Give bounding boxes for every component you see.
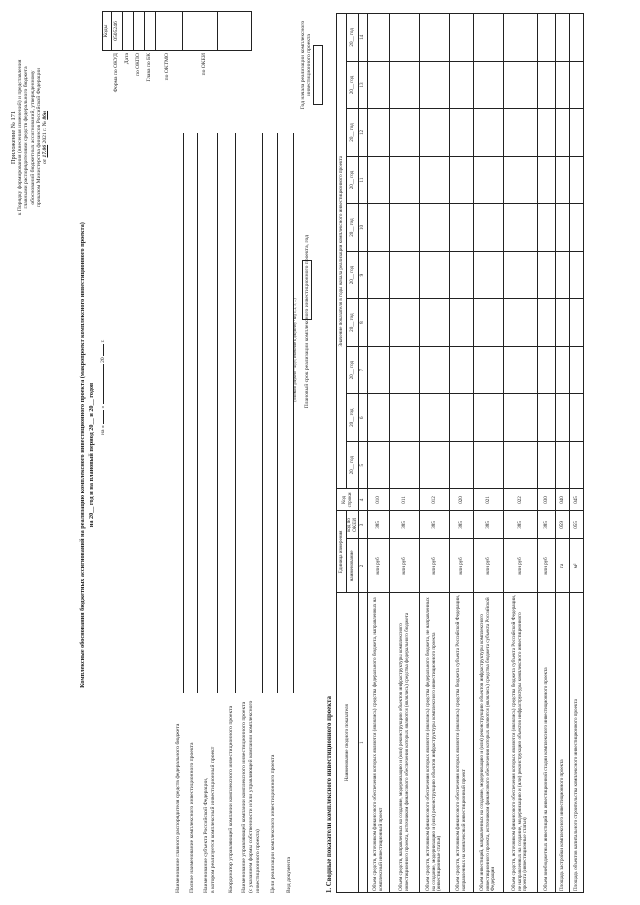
annex-date-prefix: от [42,158,49,165]
date-month-blank[interactable] [103,364,104,404]
column-numbers-row [359,14,368,893]
okud-value: 0505246 [113,21,119,41]
field-managing-company-2: (с указанием формы собственности и/или управляющей компании комплексного [248,700,254,893]
section-title: 1. Сводные показатели комплексного инвестиционного проекта [326,696,333,893]
row-code: 040 [556,489,570,511]
row-name: Объем средств, источником финансового обеспечения которых являются (являлись) средства федерального бюджета, не направленных на создание, модернизацию и (или) реконструкцию объектов инфраструктуры комплексного инвестиционного проекта (инвестиционные статьи) [420,593,450,893]
row-value-cell[interactable] [390,346,420,394]
annex-line-3: обоснований бюджетных ассигнований, утвержденному [29,70,36,205]
th-year-10: 20__ год [347,14,359,62]
field-project-name: Полное наименование комплексного инвестиционного проекта [189,742,195,893]
row-value-cell[interactable] [450,156,474,204]
table-row [368,14,390,893]
annex-number: Приложение № 171 [10,110,17,165]
table-row [474,14,504,893]
row-value-cell[interactable] [538,109,556,157]
row-value-cell[interactable] [450,251,474,299]
start-year-label [300,5,313,125]
field-managing-company-3: инвестиционного проекта) [255,829,261,893]
table-row [538,14,556,893]
annex-num-prefix: № [42,121,49,127]
okei-label: по ОКЕИ [201,53,207,76]
row-value-cell[interactable] [538,346,556,394]
row-value-cell[interactable] [474,299,504,347]
glava-label: Глава по БК [146,53,152,82]
okud-label: Форма по ОКУД [113,53,119,93]
row-value-cell[interactable] [570,14,584,62]
col-num-10: 10 [359,204,368,252]
row-code: 010 [368,489,390,511]
th-year-2: 20__ год [347,394,359,442]
row-value-cell[interactable] [538,251,556,299]
th-row-code-1: Код [341,495,347,505]
row-value-cell[interactable] [450,299,474,347]
row-value-cell[interactable] [538,394,556,442]
field-region-name-2: в котором реализуется комплексный инвестиционный проект [210,746,216,893]
row-name: Объем инвестиций, направленных на создание, модернизацию и (или) реконструкцию объектов инфраструктуры комплексного инвестиционного проекта, источником финансового обеспечения которых являются (являлись) средства бюджета субъекта Российской Федерации [474,593,504,893]
row-value-cell[interactable] [420,251,450,299]
row-value-cell[interactable] [556,346,570,394]
annex-date-line [42,10,48,265]
row-value-cell[interactable] [450,204,474,252]
row-code: 045 [570,489,584,511]
th-values: Значение показателя в годы начала реализации комплексного инвестиционного проекта [337,14,347,489]
th-unit-code: код по ОКЕИ [347,511,359,539]
annex-line-4: приказом Министерства финансов Российской Федерации [35,67,42,208]
col-num-4: 4 [359,489,368,511]
row-value-cell[interactable] [538,14,556,62]
table-row [450,14,474,893]
annex-num-value: 86н [42,110,49,120]
row-value-cell[interactable] [368,299,390,347]
row-value-cell[interactable] [390,251,420,299]
row-value-cell[interactable] [420,204,450,252]
row-okei: 385 [538,511,556,539]
col-num-9: 9 [359,251,368,299]
start-year-box[interactable] [313,45,323,105]
col-num-8: 8 [359,299,368,347]
date-quote-open: « [100,425,106,429]
row-okei: 055 [570,511,584,539]
row-value-cell[interactable] [556,156,570,204]
row-value-cell[interactable] [450,394,474,442]
row-code: 021 [474,489,504,511]
row-code: 011 [390,489,420,511]
row-value-cell[interactable] [390,109,420,157]
row-code: 022 [504,489,538,511]
row-unit: млн руб [390,539,420,593]
row-value-cell[interactable] [420,109,450,157]
document-subtitle: на 20__ год и на плановый период 20__ и 20__ годов [88,382,95,528]
doc-type-caption: (основной документ - код 0; изменение к документу - код 1, 2, 3, ...) [293,298,297,402]
field-coordinator: Координатор управляющей компании комплексного инвестиционного проекта [228,705,234,893]
row-value-cell[interactable] [390,299,420,347]
row-value-cell[interactable] [570,394,584,442]
table-row [556,14,570,893]
row-value-cell[interactable] [368,61,390,109]
col-num-11: 11 [359,156,368,204]
row-value-cell[interactable] [368,156,390,204]
row-value-cell[interactable] [504,441,538,489]
document-title: Комплексные обоснования бюджетных ассигнований на реализацию комплексного инвестиционного проекта (макропроект комплексного инвестиционного проекта) [79,222,86,688]
row-value-cell[interactable] [504,156,538,204]
field-project-goals: Цели реализации комплексного инвестиционного проекта [270,754,276,893]
row-okei: 385 [504,511,538,539]
row-value-cell[interactable] [570,299,584,347]
row-value-cell[interactable] [420,14,450,62]
row-value-cell[interactable] [570,109,584,157]
row-name: Объем внебюджетных инвестиций на инвестиционной стадии комплексного инвестиционного проекта [538,593,556,893]
row-value-cell[interactable] [474,251,504,299]
row-value-cell[interactable] [504,299,538,347]
field-glavny-rasporyaditel: Наименование главного распорядителя средств федерального бюджета [175,723,181,893]
row-value-cell[interactable] [450,346,474,394]
th-year-8: 20__ год [347,109,359,157]
row-value-cell[interactable] [570,251,584,299]
row-value-cell[interactable] [538,299,556,347]
row-value-cell[interactable] [556,251,570,299]
row-value-cell[interactable] [420,441,450,489]
row-unit: млн руб [474,539,504,593]
col-num-7: 7 [359,346,368,394]
row-unit: млн руб [420,539,450,593]
row-value-cell[interactable] [474,346,504,394]
row-value-cell[interactable] [368,346,390,394]
row-value-cell[interactable] [420,156,450,204]
row-value-cell[interactable] [474,394,504,442]
row-value-cell[interactable] [474,61,504,109]
date-year-blank[interactable] [103,344,104,356]
row-unit: млн руб [504,539,538,593]
row-value-cell[interactable] [368,394,390,442]
planned-term-box[interactable] [302,260,312,320]
date-year-suffix: г. [100,339,106,343]
row-okei: 385 [474,511,504,539]
th-year-9: 20__ год [347,61,359,109]
row-value-cell[interactable] [556,204,570,252]
row-name: Площадь застройки комплексного инвестиционного проекта [556,593,570,893]
th-year-5: 20__ год [347,251,359,299]
row-value-cell[interactable] [368,251,390,299]
date-label: Дата [124,53,130,65]
date-day-blank[interactable] [103,410,104,424]
table-row [390,14,420,893]
row-value-cell[interactable] [368,204,390,252]
row-value-cell[interactable] [556,61,570,109]
row-okei: 385 [420,511,450,539]
date-year-prefix: 20 [100,357,106,363]
date-line-na: на [100,429,106,435]
row-value-cell[interactable] [390,156,420,204]
date-quote-close: » [100,405,106,409]
row-name: Объем средств, источником финансового обеспечения которых являются (являлись) средства бюджета субъекта Российской Федерации, не направленных на создание, модернизацию и (или) реконструкцию объектов инфраструктуры комплексного инвестиционного проекта (инвестиционные статьи) [504,593,538,893]
col-num-13: 13 [359,61,368,109]
col-num-6: 6 [359,394,368,442]
col-num-12: 12 [359,109,368,157]
row-value-cell[interactable] [504,251,538,299]
row-value-cell[interactable] [420,61,450,109]
row-value-cell[interactable] [474,156,504,204]
row-value-cell[interactable] [538,61,556,109]
start-year-label-2: инвестиционного проекта [306,34,313,96]
table-row [570,14,584,893]
row-value-cell[interactable] [420,346,450,394]
th-indicator-name: Наименование сводного показателя [337,593,359,893]
row-value-cell[interactable] [570,204,584,252]
row-value-cell[interactable] [450,14,474,62]
col-num-2: 2 [359,539,368,593]
th-year-4: 20__ год [347,299,359,347]
row-unit: м² [570,539,584,593]
date-line [100,195,106,435]
row-value-cell[interactable] [390,61,420,109]
row-code: 020 [450,489,474,511]
annex-line-2: главными распорядителями средств федерального бюджета [23,66,30,209]
table-row [420,14,450,893]
th-row-code-2: строки [346,492,353,508]
row-value-cell[interactable] [570,156,584,204]
row-name: Площадь объектов капитального строительства комплексного инвестиционного проекта [570,593,584,893]
field-managing-company: Наименование управляющей компании комплексного инвестиционного проекта [241,701,247,893]
table-row [504,14,538,893]
row-value-cell[interactable] [474,14,504,62]
row-value-cell[interactable] [368,14,390,62]
row-name: Объем средств, источником финансового обеспечения которых являются (являлись) средства федерального бюджета, направленных на комплексный инвестиционный проект [368,593,390,893]
codes-column [102,11,252,51]
row-value-cell[interactable] [556,299,570,347]
row-value-cell[interactable] [504,61,538,109]
row-value-cell[interactable] [474,109,504,157]
row-value-cell[interactable] [570,441,584,489]
row-value-cell[interactable] [368,441,390,489]
col-num-1: 1 [359,593,368,893]
row-okei: 385 [368,511,390,539]
col-num-14: 14 [359,14,368,62]
field-region-name: Наименование субъекта Российской Федерации, [203,777,209,893]
row-value-cell[interactable] [570,61,584,109]
row-unit: га [556,539,570,593]
row-value-cell[interactable] [390,14,420,62]
th-year-1: 20__ год [347,441,359,489]
row-value-cell[interactable] [556,441,570,489]
row-okei: 385 [390,511,420,539]
row-value-cell[interactable] [368,109,390,157]
row-unit: млн руб [450,539,474,593]
row-value-cell[interactable] [504,394,538,442]
start-year-label-1: Год начала реализации комплексного [300,20,306,110]
row-unit: млн руб [538,539,556,593]
row-value-cell[interactable] [390,204,420,252]
th-row-code [337,489,359,511]
annex-block [10,10,48,265]
col-num-5: 5 [359,441,368,489]
okpo-label: по ОКПО [135,53,141,77]
row-value-cell[interactable] [450,441,474,489]
row-value-cell[interactable] [474,204,504,252]
indicators-table [336,13,584,893]
table-body [368,14,584,893]
codes-block [102,10,252,125]
row-value-cell[interactable] [556,109,570,157]
th-unit: Единица измерения [337,511,347,593]
th-year-6: 20__ год [347,204,359,252]
row-name: Объем средств, направленных на создание, модернизацию и (или) реконструкцию объектов инфраструктуры комплексного инвестиционного проекта, источником финансового обеспечения которых являются (являлись) средства федерального бюджета [390,593,420,893]
row-name: Объем средств, источником финансового обеспечения которых являются (являлись) средства бюджета субъекта Российской Федерации, направленных на комплексный инвестиционный проект [450,593,474,893]
annex-date-year: 2021 г. [42,127,49,144]
row-value-cell[interactable] [504,14,538,62]
row-value-cell[interactable] [538,204,556,252]
row-value-cell[interactable] [420,299,450,347]
planned-term-label: Плановый срок реализации комплексного инвестиционного проекта, год [304,235,310,409]
row-value-cell[interactable] [390,441,420,489]
row-value-cell[interactable] [504,346,538,394]
row-value-cell[interactable] [390,394,420,442]
row-value-cell[interactable] [504,109,538,157]
row-unit: млн руб [368,539,390,593]
row-value-cell[interactable] [570,346,584,394]
th-year-7: 20__ год [347,156,359,204]
row-value-cell[interactable] [538,156,556,204]
annex-date-day: 17.06 [42,144,49,158]
oktmo-label: по ОКТМО [164,53,170,81]
row-okei: 385 [450,511,474,539]
row-code: 012 [420,489,450,511]
annex-line-1: к Порядку формирования (внесения изменений) и представления [17,59,24,216]
row-value-cell[interactable] [450,61,474,109]
th-year-3: 20__ год [347,346,359,394]
row-value-cell[interactable] [556,14,570,62]
codes-header: Коды [103,24,109,38]
th-unit-name: наименование [347,539,359,593]
row-value-cell[interactable] [556,394,570,442]
row-code: 030 [538,489,556,511]
field-doc-type: Вид документа [286,857,292,893]
row-value-cell[interactable] [474,441,504,489]
row-okei: 059 [556,511,570,539]
row-value-cell[interactable] [420,394,450,442]
col-num-3: 3 [359,511,368,539]
row-value-cell[interactable] [538,441,556,489]
row-value-cell[interactable] [504,204,538,252]
row-value-cell[interactable] [450,109,474,157]
